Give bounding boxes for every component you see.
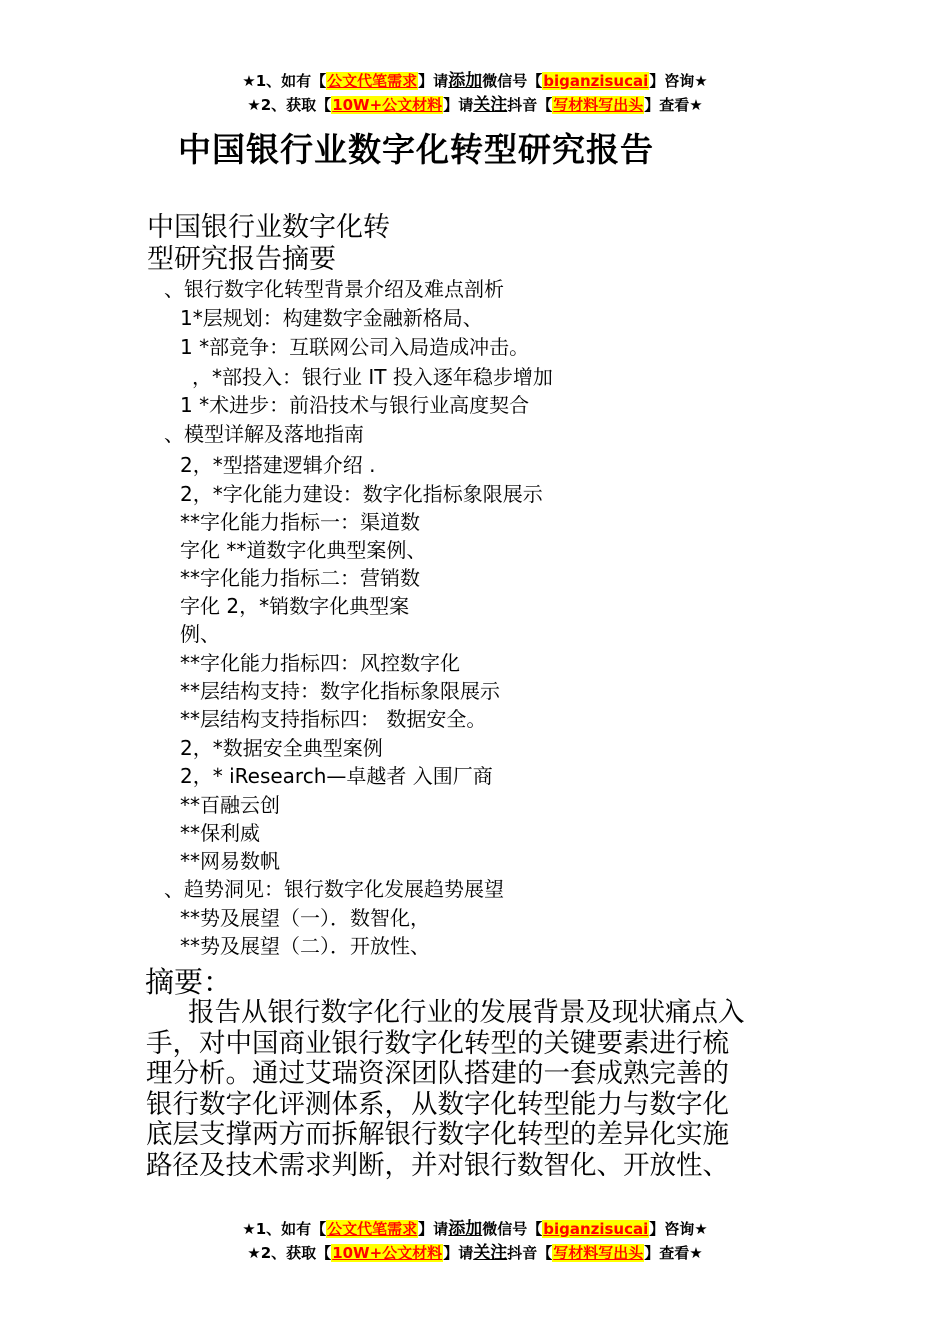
toc-item: **层结构支持指标四： 数据安全。: [180, 707, 487, 731]
banner-text: 抖音【: [507, 96, 553, 114]
toc-item: 字化 2，*销数字化典型案: [180, 594, 410, 618]
banner-text: 】请: [443, 96, 474, 114]
banner-text: ★1、如有【: [242, 1220, 327, 1238]
top-banner-line-2: [0, 94, 950, 116]
toc-item: **势及展望（一）．数智化，: [180, 906, 430, 930]
toc-item: **字化能力指标二：营销数: [180, 566, 420, 590]
abstract-line: 底层支撑两方而拆解银行数字化转型的差异化实施: [146, 1119, 729, 1150]
toc-item: **字化能力指标一：渠道数: [180, 510, 420, 534]
banner-highlight: biganzisucai: [543, 1220, 649, 1238]
banner-text: 】咨询★: [649, 1220, 708, 1238]
banner-highlight: 10W+公文材料: [332, 96, 443, 114]
banner-highlight: 写材料写出头: [553, 1244, 644, 1262]
banner-text: 】请: [418, 72, 449, 90]
toc-item: 2，*字化能力建设：数字化指标象限展示: [180, 482, 543, 506]
banner-emphasis: 关注: [473, 1243, 508, 1263]
toc-item: **百融云创: [180, 793, 280, 817]
abstract-heading: 摘要：: [145, 965, 233, 999]
abstract-line: 报告从银行数字化行业的发展背景及现状痛点入: [188, 997, 745, 1028]
toc-item: 2，* iResearch—卓越者 入围厂商: [180, 764, 493, 788]
toc-item: **字化能力指标四：风控数字化: [180, 651, 460, 675]
banner-emphasis: 添加: [448, 1219, 483, 1239]
toc-item: 1 *术进步：前沿技术与银行业高度契合: [180, 393, 530, 417]
toc-item: 2，*数据安全典型案例: [180, 736, 383, 760]
toc-item: 1 *部竞争：互联网公司入局造成冲击。: [180, 335, 530, 359]
summary-heading-line-1: 中国银行业数字化转: [147, 212, 390, 243]
toc-item: 、趋势洞见：银行数字化发展趋势展望: [164, 877, 504, 901]
abstract-line: 手，对中国商业银行数字化转型的关键要素进行梳: [146, 1027, 729, 1059]
abstract-line: 路径及技术需求判断，并对银行数智化、开放性、: [146, 1149, 729, 1181]
banner-text: 】请: [418, 1220, 449, 1238]
abstract-body: [146, 998, 796, 1181]
banner-text: ★2、获取【: [247, 1244, 332, 1262]
toc-item: **层结构支持：数字化指标象限展示: [180, 679, 500, 703]
banner-text: 微信号【: [482, 1220, 543, 1238]
toc-item: ，*部投入：银行业 IT 投入逐年稳步增加: [192, 365, 553, 389]
bottom-banner-line-2: [0, 1242, 950, 1264]
banner-highlight: 公文代笔需求: [327, 1220, 418, 1238]
toc-item: 例、: [180, 622, 220, 646]
banner-text: 抖音【: [507, 1244, 553, 1262]
banner-emphasis: 关注: [473, 95, 508, 115]
top-banner-line-1: [0, 70, 950, 92]
banner-highlight: 10W+公文材料: [332, 1244, 443, 1262]
banner-highlight: 公文代笔需求: [327, 72, 418, 90]
banner-text: 】咨询★: [649, 72, 708, 90]
banner-text: ★2、获取【: [247, 96, 332, 114]
banner-highlight: 写材料写出头: [553, 96, 644, 114]
banner-text: 微信号【: [482, 72, 543, 90]
abstract-line: 银行数字化评测体系，从数字化转型能力与数字化: [146, 1088, 729, 1120]
banner-text: 】查看★: [644, 1244, 703, 1262]
summary-heading: [147, 212, 390, 276]
toc-item: 2，*型搭建逻辑介绍 .: [180, 453, 376, 477]
toc-item: **保利威: [180, 821, 260, 845]
toc-item: 1*层规划：构建数字金融新格局、: [180, 306, 483, 330]
banner-highlight: biganzisucai: [543, 72, 649, 90]
toc-item: **势及展望（二）．开放性、: [180, 934, 430, 958]
toc-item: 、模型详解及落地指南: [164, 422, 364, 446]
banner-text: ★1、如有【: [242, 72, 327, 90]
document-title: 中国银行业数字化转型研究报告: [178, 130, 654, 169]
toc-item: **网易数帆: [180, 849, 280, 873]
banner-text: 】请: [443, 1244, 474, 1262]
summary-heading-line-2: 型研究报告摘要: [147, 244, 336, 275]
abstract-line: 理分析。通过艾瑞资深团队搭建的一套成熟完善的: [146, 1058, 729, 1089]
toc-item: 、银行数字化转型背景介绍及难点剖析: [164, 277, 504, 301]
banner-text: 】查看★: [644, 96, 703, 114]
bottom-banner-line-1: [0, 1218, 950, 1240]
toc-item: 字化 **道数字化典型案例、: [180, 538, 427, 562]
banner-emphasis: 添加: [448, 71, 483, 91]
